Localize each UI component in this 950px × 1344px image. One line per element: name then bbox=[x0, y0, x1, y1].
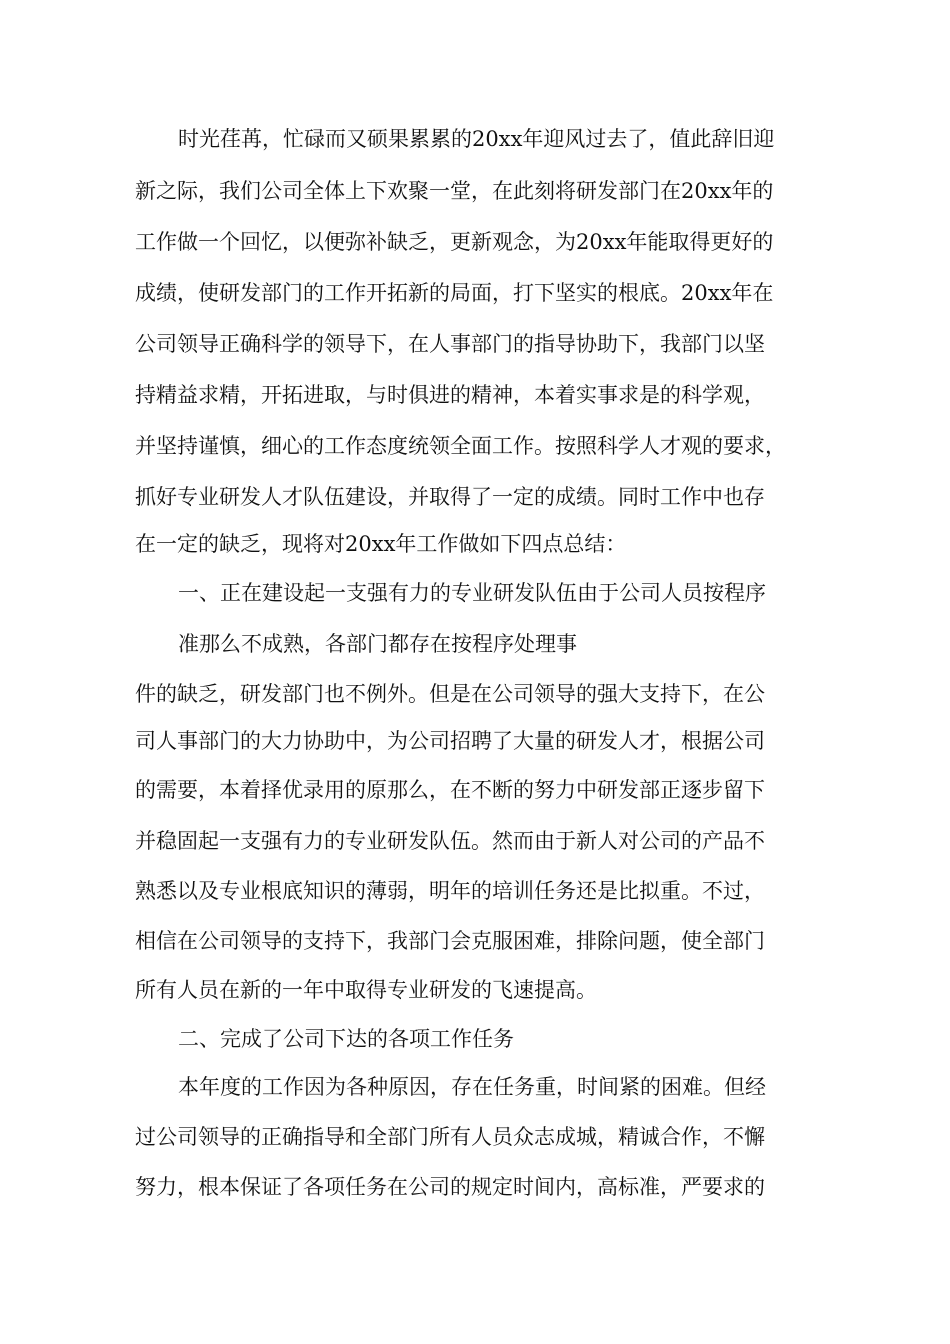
text-line: 熟悉以及专业根底知识的薄弱，明年的培训任务还是比拟重。不过， bbox=[135, 879, 765, 903]
text-line: 并稳固起一支强有力的专业研发队伍。然而由于新人对公司的产品不 bbox=[135, 829, 765, 853]
text-line: 努力，根本保证了各项任务在公司的规定时间内，高标准，严要求的 bbox=[135, 1175, 765, 1199]
text-line: 相信在公司领导的支持下，我部门会克服困难，排除问题，使全部门 bbox=[135, 929, 765, 953]
text-line: 在一定的缺乏，现将对20xx年工作做如下四点总结： bbox=[135, 532, 627, 556]
text-line: 司人事部门的大力协助中，为公司招聘了大量的研发人才，根据公司 bbox=[135, 729, 765, 753]
section-heading: 二、完成了公司下达的各项工作任务 bbox=[178, 1027, 514, 1051]
text-line: 抓好专业研发人才队伍建设，并取得了一定的成绩。同时工作中也存 bbox=[135, 485, 765, 509]
text-line: 本年度的工作因为各种原因，存在任务重，时间紧的困难。但经 bbox=[178, 1075, 766, 1099]
text-line: 的需要，本着择优录用的原那么，在不断的努力中研发部正逐步留下 bbox=[135, 778, 765, 802]
text-line: 成绩，使研发部门的工作开拓新的局面，打下坚实的根底。20xx年在 bbox=[135, 281, 774, 305]
text-line: 并坚持谨慎，细心的工作态度统领全面工作。按照科学人才观的要求， bbox=[135, 434, 786, 458]
text-line: 公司领导正确科学的领导下，在人事部门的指导协助下，我部门以坚 bbox=[135, 332, 765, 356]
text-line: 持精益求精，开拓进取，与时俱进的精神，本着实事求是的科学观， bbox=[135, 383, 765, 407]
text-line: 准那么不成熟，各部门都存在按程序处理事 bbox=[178, 632, 577, 656]
text-line: 新之际，我们公司全体上下欢聚一堂，在此刻将研发部门在20xx年的 bbox=[135, 179, 774, 203]
text-line: 件的缺乏，研发部门也不例外。但是在公司领导的强大支持下，在公 bbox=[135, 682, 765, 706]
text-line: 时光荏苒，忙碌而又硕果累累的20xx年迎风过去了，值此辞旧迎 bbox=[178, 127, 775, 151]
text-line: 过公司领导的正确指导和全部门所有人员众志成城，精诚合作，不懈 bbox=[135, 1125, 765, 1149]
section-heading: 一、正在建设起一支强有力的专业研发队伍由于公司人员按程序 bbox=[178, 581, 766, 605]
text-line: 所有人员在新的一年中取得专业研发的飞速提高。 bbox=[135, 978, 597, 1002]
text-line: 工作做一个回忆，以便弥补缺乏，更新观念，为20xx年能取得更好的 bbox=[135, 230, 774, 254]
